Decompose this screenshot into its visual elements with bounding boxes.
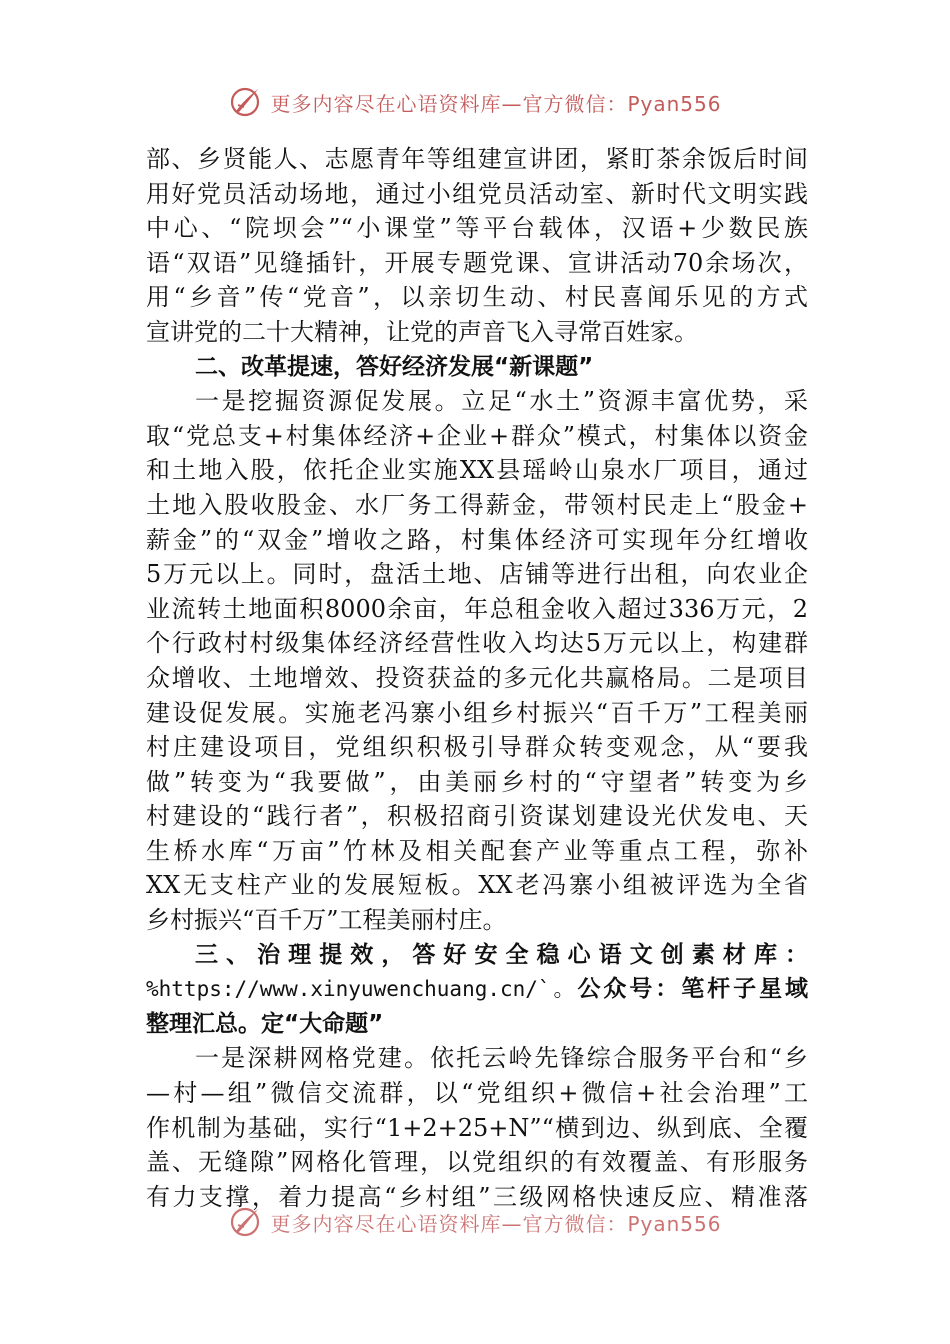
body-line: 有力支撑，着力提高“乡村组”三级网格快速反应、精准落: [146, 1182, 808, 1211]
paragraph-start: 一是挖掘资源促发展。立足“水土”资源丰富优势，采: [195, 387, 808, 416]
heading-url-line: [146, 972, 808, 1007]
wechat-account: 公众号：笔杆子星域: [577, 976, 808, 1003]
body-line: 取“党总支+村集体经济+企业+群众”模式，村集体以资金: [146, 421, 808, 450]
watermark-content: [228, 1205, 721, 1239]
body-line: 部、乡贤能人、志愿青年等组建宣讲团，紧盯茶余饭后时间: [146, 145, 808, 173]
body-line: 村庄建设项目，党组织积极引导群众转变观念，从“要我: [146, 733, 808, 762]
body-line: 业流转土地面积8000余亩，年总租金收入超过336万元，2: [146, 594, 808, 623]
body-line: 盖、无缝隙”网格化管理，以党组织的有效覆盖、有形服务: [146, 1148, 808, 1177]
section-heading-3: 三、治理提效，答好安全稳心语文创素材库：: [195, 941, 808, 968]
body-line: 众增收、土地增效、投资获益的多元化共赢格局。二是项目: [146, 663, 808, 692]
document-body: [146, 142, 808, 1214]
heading-continuation: 整理汇总。定“大命题”: [146, 1010, 384, 1037]
body-line: 乡村振兴“百千万”工程美丽村庄。: [146, 906, 507, 935]
watermark-banner-bottom: [0, 1202, 950, 1242]
body-line: XX无支柱产业的发展短板。XX老冯寨小组被评选为全省: [146, 871, 808, 900]
body-line: 建设促发展。实施老冯寨小组乡村振兴“百千万”工程美丽: [146, 698, 808, 727]
body-line: 生桥水库“万亩”竹林及相关配套产业等重点工程，弥补: [146, 836, 808, 865]
source-url: %https://www.xinyuwenchuang.cn/`。: [146, 977, 578, 1002]
body-line: 用“乡音”传“党音”，以亲切生动、村民喜闻乐见的方式: [146, 283, 808, 312]
body-line: 中心、“院坝会”“小课堂”等平台载体，汉语+少数民族: [146, 214, 808, 243]
quill-seal-icon: [228, 1205, 262, 1239]
body-line: 村建设的“践行者”，积极招商引资谋划建设光伏发电、天: [146, 802, 808, 831]
body-line: 作机制为基础，实行“1+2+25+N”“横到边、纵到底、全覆: [146, 1113, 808, 1142]
body-line: 语“双语”见缝插针，开展专题党课、宣讲活动70余场次，: [146, 248, 808, 277]
body-line: 宣讲党的二十大精神，让党的声音飞入寻常百姓家。: [146, 317, 698, 346]
body-line: 5万元以上。同时，盘活土地、店铺等进行出租，向农业企: [146, 560, 808, 589]
watermark-banner-top: [0, 82, 950, 122]
body-line: 土地入股收股金、水厂务工得薪金，带领村民走上“股金+: [146, 490, 808, 519]
watermark-text: 更多内容尽在心语资料库—官方微信：Pyan556: [270, 91, 722, 116]
body-line: 个行政村村级集体经济经营性收入均达5万元以上，构建群: [146, 629, 808, 658]
watermark-text: 更多内容尽在心语资料库—官方微信：Pyan556: [270, 1211, 722, 1236]
section-heading-2: 二、改革提速，答好经济发展“新课题”: [195, 353, 594, 380]
watermark-content: [228, 85, 721, 119]
paragraph-start: 一是深耕网格党建。依托云岭先锋综合服务平台和“乡: [195, 1044, 808, 1073]
body-line: 做”转变为“我要做”，由美丽乡村的“守望者”转变为乡: [146, 767, 808, 796]
body-line: —村—组”微信交流群，以“党组织+微信+社会治理”工: [146, 1079, 808, 1108]
quill-seal-icon: [228, 85, 262, 119]
body-line: 和土地入股，依托企业实施XX县瑶岭山泉水厂项目，通过: [146, 456, 808, 485]
body-line: 薪金”的“双金”增收之路，村集体经济可实现年分红增收: [146, 525, 808, 554]
body-line: 用好党员活动场地，通过小组党员活动室、新时代文明实践: [146, 179, 808, 208]
